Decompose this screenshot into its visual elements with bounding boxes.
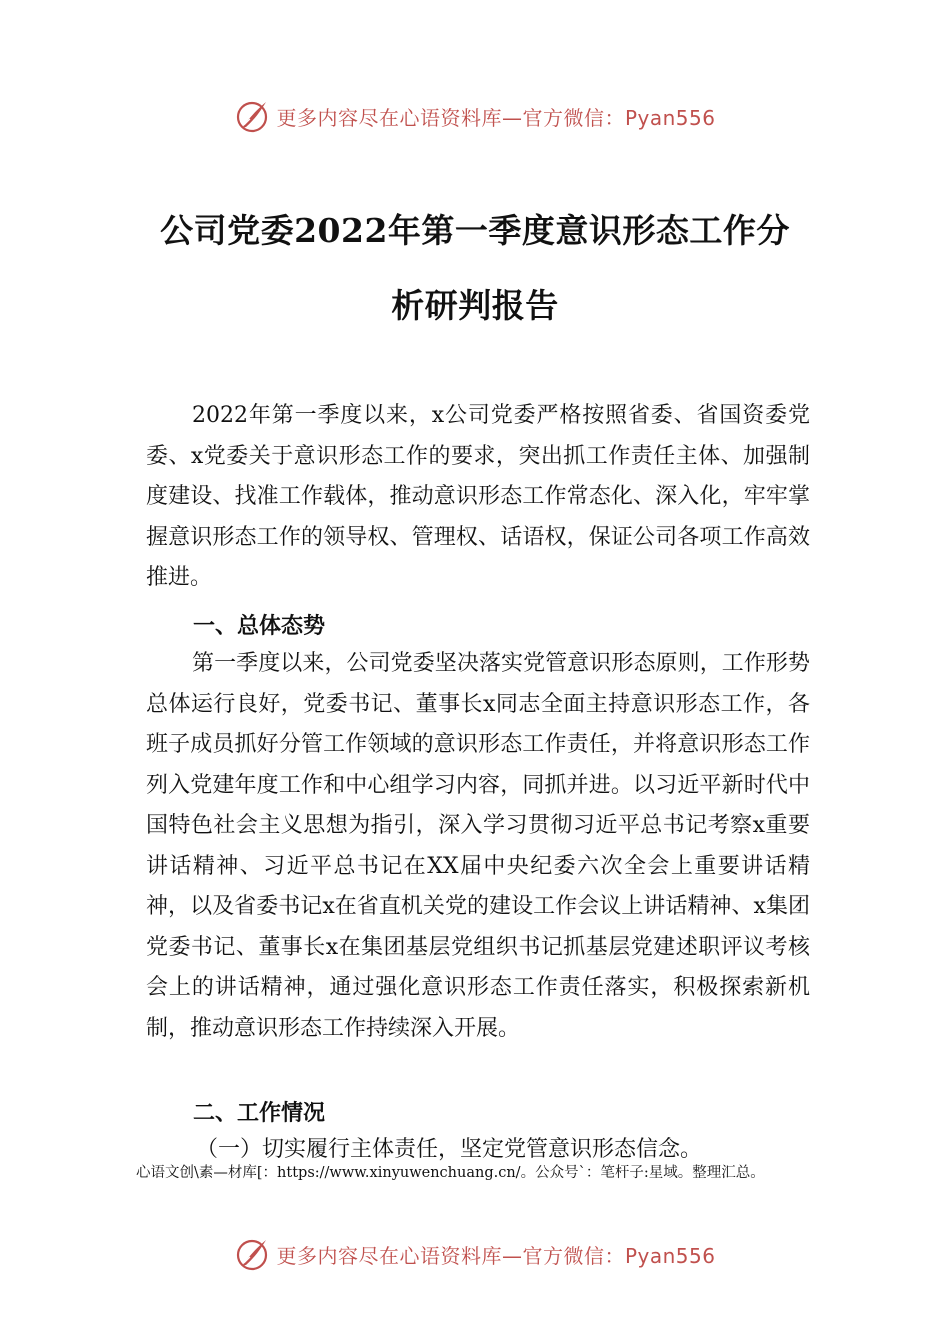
section1-paragraph	[146, 644, 810, 1049]
section2-heading: 二、工作情况	[193, 1101, 326, 1126]
document-title-line1: 公司党委2022年第一季度意识形态工作分	[160, 211, 790, 250]
footer-banner	[0, 1234, 950, 1274]
quill-logo-icon	[234, 98, 270, 134]
document-title-line2: 析研判报告	[391, 286, 559, 325]
banner-text: 更多内容尽在心语资料库—官方微信：Pyan556	[276, 1243, 716, 1268]
section1-text: 第一季度以来，公司党委坚决落实党管意识形态原则，工作形势总体运行良好，党委书记、董事长x同志全面主持意识形态工作，各班子成员抓好分管工作领域的意识形态工作责任，并将意识形态工作列入党建年度工作和中心组学习内容，同抓并进。以习近平新时代中国特色社会主义思想为指引，深入学习贯彻习近平总书记考察x重要讲话精神、习近平总书记在XX届中央纪委六次全会上重要讲话精神，以及省委书记x在省直机关党的建设工作会议上讲话精神、x集团党委书记、董事长x在集团基层党组织书记抓基层党建述职评议考核会上的讲话精神，通过强化意识形态工作责任落实，积极探索新机制，推动意识形态工作持续深入开展。	[146, 651, 810, 1041]
section1-heading: 一、总体态势	[193, 614, 326, 639]
footnote: 心语文创\素—材库[：https://www.xinyuwenchuang.cn/。公众号`：笔杆子:星域。整理汇总。	[136, 1165, 765, 1181]
intro-paragraph	[146, 396, 810, 599]
quill-logo-icon	[234, 1236, 270, 1272]
intro-text: 2022年第一季度以来，x公司党委严格按照省委、省国资委党委、x党委关于意识形态工作的要求，突出抓工作责任主体、加强制度建设、找准工作载体，推动意识形态工作常态化、深入化，牢牢掌握意识形态工作的领导权、管理权、话语权，保证公司各项工作高效推进。	[146, 403, 810, 590]
banner-text: 更多内容尽在心语资料库—官方微信：Pyan556	[276, 105, 716, 130]
section2-subheading: （一）切实履行主体责任，坚定党管意识形态信念。	[196, 1137, 703, 1162]
header-banner	[0, 96, 950, 136]
